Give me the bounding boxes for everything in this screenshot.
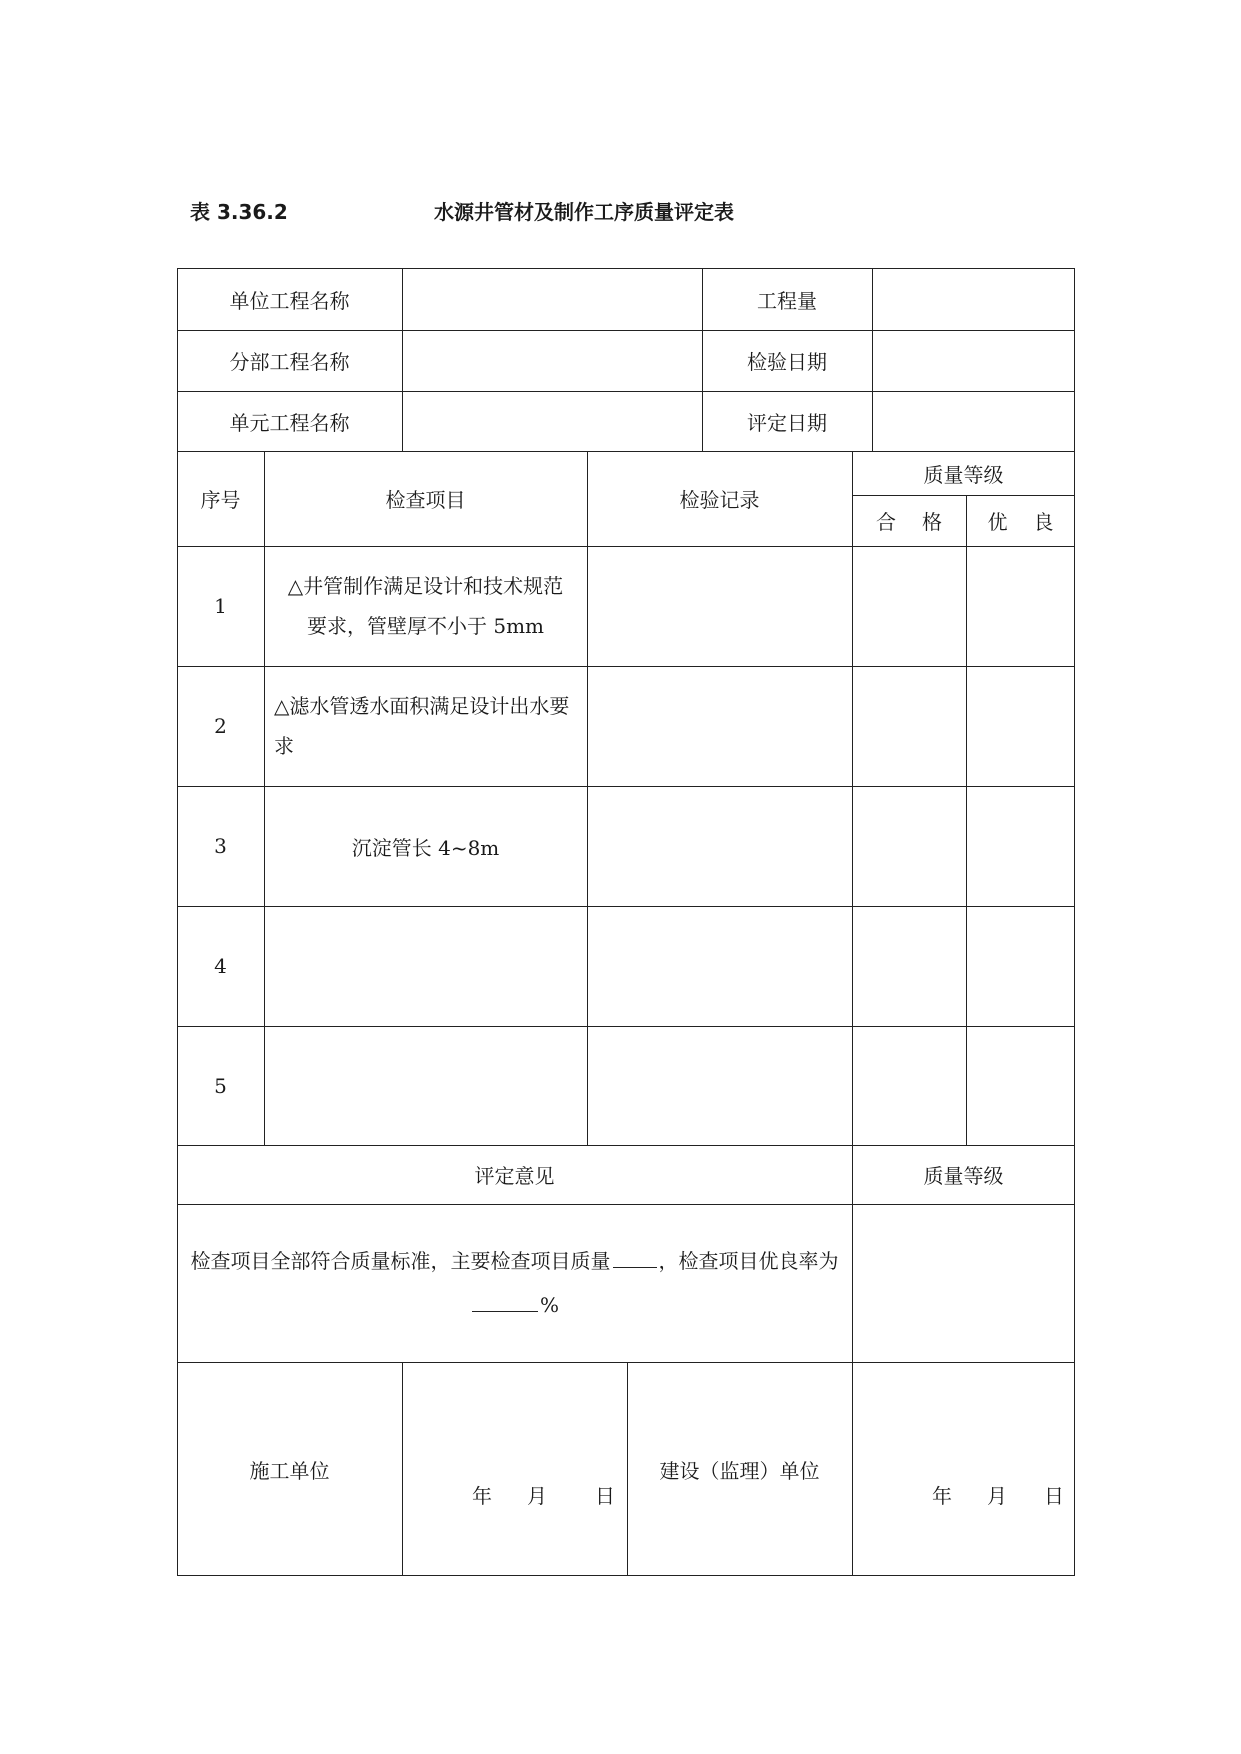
header-excellent: [966, 495, 1075, 546]
item-1-pass[interactable]: [852, 546, 966, 666]
opinion-text-part-2: ，检查项目优良率为: [658, 1249, 839, 1273]
header-grade: 质量等级: [923, 462, 1004, 487]
label-unit-project: 单位工程名称: [229, 288, 350, 313]
label-element-project: 单元工程名称: [229, 410, 350, 435]
item-4-text[interactable]: [264, 906, 587, 1026]
grade-value[interactable]: [852, 1204, 1075, 1362]
item-3-record[interactable]: [587, 786, 852, 906]
header-excellent-char-2: 良: [1033, 510, 1054, 534]
opinion-text: [177, 1204, 852, 1362]
grade-label: 质量等级: [923, 1164, 1004, 1188]
item-3-text: 沉淀管长 4~8m: [351, 835, 500, 860]
value-element-project[interactable]: [402, 391, 702, 451]
form-layout: [177, 268, 1075, 1576]
supervision-unit-label: 建设（监理）单位: [659, 1458, 820, 1483]
label-quantity: 工程量: [757, 288, 817, 313]
item-1-text: △井管制作满足设计和技术规范要求，管壁厚不小于 5mm: [287, 574, 564, 638]
item-1-seq: 1: [214, 594, 227, 618]
main-item-quality-blank[interactable]: [613, 1247, 657, 1268]
value-division-project[interactable]: [402, 330, 702, 391]
header-record: 检验记录: [679, 488, 760, 512]
value-unit-project[interactable]: [402, 268, 702, 330]
item-5-text[interactable]: [264, 1026, 587, 1145]
opinion-label: 评定意见: [474, 1164, 555, 1188]
opinion-text-part-1: 检查项目全部符合质量标准，主要检查项目质量: [190, 1249, 611, 1273]
item-4-pass[interactable]: [852, 906, 966, 1026]
header-item: 检查项目: [385, 488, 466, 512]
label-assessment-date: 评定日期: [747, 410, 827, 435]
item-2-record[interactable]: [587, 666, 852, 786]
item-3-seq: 3: [214, 834, 227, 858]
construction-date-year: 年: [472, 1484, 492, 1508]
construction-unit-date[interactable]: [402, 1362, 627, 1576]
item-5-pass[interactable]: [852, 1026, 966, 1145]
header-excellent-char-1: 优: [987, 510, 1008, 534]
item-4-record[interactable]: [587, 906, 852, 1026]
supervision-date-month: 月: [987, 1484, 1007, 1508]
item-1-record[interactable]: [587, 546, 852, 666]
opinion-text-part-3: %: [539, 1293, 559, 1317]
supervision-date-day: 日: [1044, 1484, 1064, 1508]
supervision-unit-date[interactable]: [852, 1362, 1075, 1576]
item-5-seq: 5: [214, 1073, 227, 1098]
item-3-excellent[interactable]: [966, 786, 1075, 906]
label-inspection-date: 检验日期: [747, 350, 827, 374]
excellent-rate-blank[interactable]: [472, 1291, 538, 1312]
item-2-text: △滤水管透水面积满足设计出水要求: [274, 694, 570, 758]
header-seq: 序号: [200, 488, 241, 512]
item-4-excellent[interactable]: [966, 906, 1075, 1026]
table-code: 表 3.36.2: [190, 200, 288, 224]
construction-date-month: 月: [527, 1484, 547, 1508]
header-pass-char-2: 格: [922, 510, 942, 534]
value-inspection-date[interactable]: [872, 330, 1075, 391]
header-pass: [852, 495, 966, 546]
construction-unit-label: 施工单位: [249, 1458, 330, 1483]
item-5-record[interactable]: [587, 1026, 852, 1145]
item-1-excellent[interactable]: [966, 546, 1075, 666]
value-assessment-date[interactable]: [872, 391, 1075, 451]
construction-date-day: 日: [595, 1484, 615, 1508]
document-heading: [0, 196, 1241, 226]
label-division-project: 分部工程名称: [229, 350, 350, 374]
value-quantity[interactable]: [872, 268, 1075, 330]
document-title: 水源井管材及制作工序质量评定表: [434, 200, 734, 224]
item-4-seq: 4: [214, 954, 227, 978]
item-2-excellent[interactable]: [966, 666, 1075, 786]
item-2-seq: 2: [214, 714, 227, 738]
supervision-date-year: 年: [932, 1484, 952, 1508]
item-5-excellent[interactable]: [966, 1026, 1075, 1145]
item-3-pass[interactable]: [852, 786, 966, 906]
header-pass-char-1: 合: [876, 510, 896, 534]
item-2-pass[interactable]: [852, 666, 966, 786]
